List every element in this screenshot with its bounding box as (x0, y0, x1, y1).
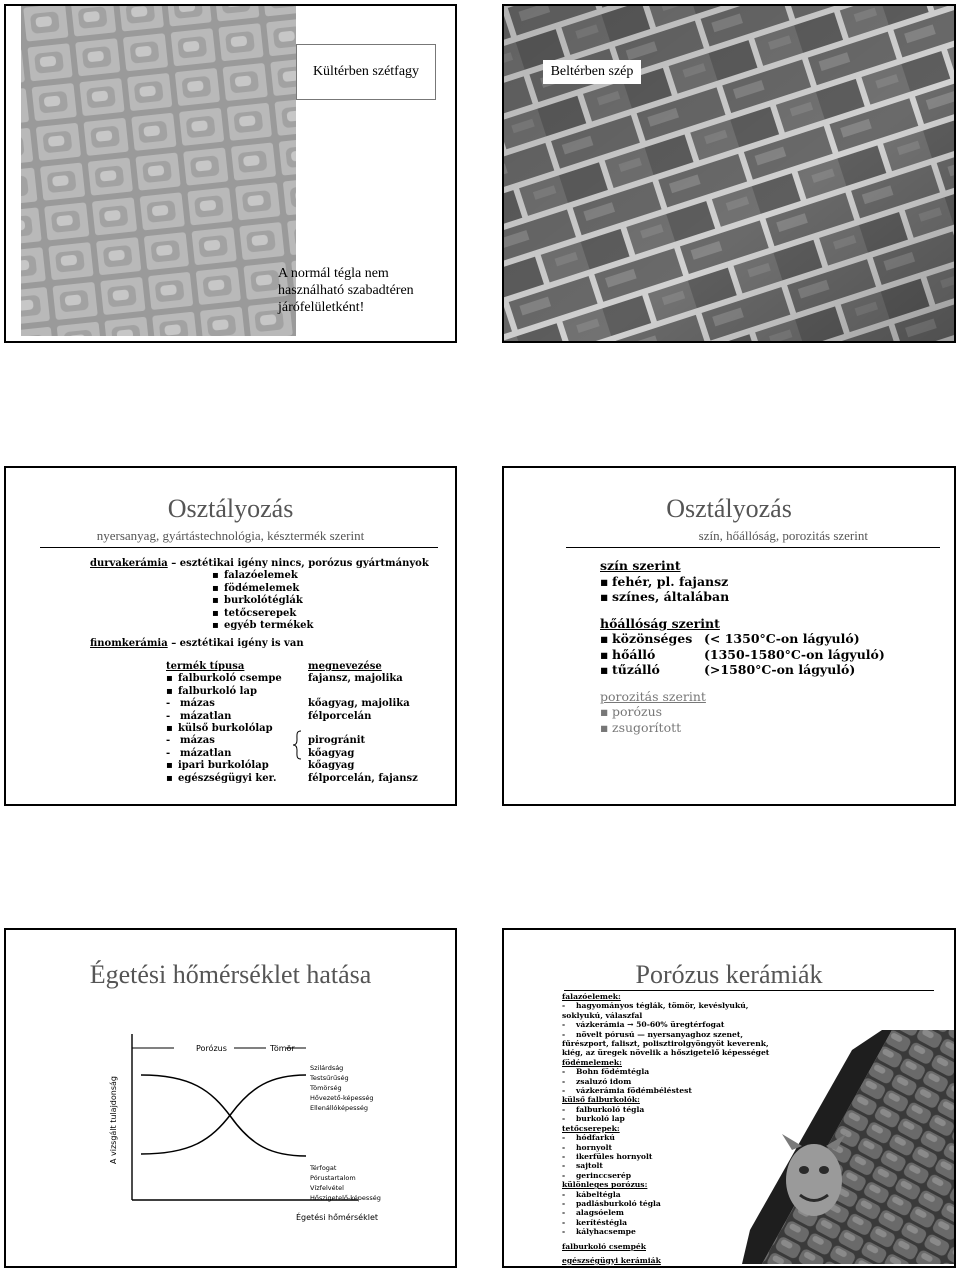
temperature-effect-diagram (6, 930, 457, 1268)
table-cell: kőagyag (308, 747, 355, 759)
callout-text: Beltérben szép (543, 60, 642, 84)
lower-label: Hőszigetelő-képesség (310, 1194, 381, 1202)
caption (278, 265, 414, 316)
list-item: - sajtolt (562, 1161, 787, 1170)
table-cell (308, 686, 418, 698)
ho-range: (< 1350°C-on lágyuló) (704, 631, 860, 646)
list-item: - hornyolt (562, 1143, 787, 1152)
upper-label: Szilárdság (310, 1064, 344, 1072)
ho-range: (>1580°C-on lágyuló) (704, 662, 856, 677)
upper-label: Ellenállóképesség (310, 1104, 368, 1112)
table-cell: - mázatlan (166, 711, 282, 723)
table-cell: - mázatlan (166, 748, 282, 760)
list-item: - kábeltégla (562, 1190, 787, 1199)
upper-label: Testsűrűség (310, 1074, 349, 1082)
y-axis-label: A vizsgált tulajdonság (109, 1076, 118, 1164)
classification-list (600, 558, 885, 735)
list-item: - növelt pórusú — nyersanyaghoz szenet, fűrészport, faliszt, polisztirolgyöngyöt keverenk, kiég, az üregek növelik a hőszigetelő képességet (562, 1030, 787, 1058)
slide-subtitle: szín, hőállóság, porozitás szerint (698, 528, 868, 543)
table-cell: ▪ külső burkolólap (166, 723, 282, 735)
list-item: ▪ falazóelemek (212, 570, 429, 582)
brace-icon (290, 730, 304, 760)
slide-4 (502, 466, 956, 806)
ho-range: (1350-1580°C-on lágyuló) (704, 646, 885, 662)
porozus-label: Porózus (196, 1044, 227, 1053)
slide-2 (502, 4, 956, 343)
list-item: - vázkerámia födémbéléstest (562, 1086, 787, 1095)
list-item: ▪ fehér, pl. fajansz (600, 574, 885, 590)
list-item (600, 647, 885, 663)
section-header: külső falburkolók: (562, 1095, 640, 1105)
table-cell: - mázas (166, 698, 282, 710)
finom-desc: – esztétikai igény is van (171, 638, 304, 649)
section-header: tetőcserepek: (562, 1123, 620, 1133)
list-item: - gerinccserép (562, 1171, 787, 1180)
slide-1 (4, 4, 457, 343)
table-cell: - mázas (166, 735, 282, 747)
ho-name: tűzálló (612, 662, 660, 677)
callout-box (524, 50, 660, 94)
slide-6 (502, 928, 956, 1268)
title-divider (40, 547, 438, 548)
list-item: ▪ tetőcserepek (212, 608, 429, 620)
frost-damaged-pavement-photo (21, 6, 296, 336)
szin-header: szín szerint (600, 558, 681, 573)
table-cell: ▪ falburkoló lap (166, 686, 282, 698)
slide-title: Porózus kerámiák (635, 960, 823, 989)
ho-name: hőálló (612, 646, 656, 662)
slide-3 (4, 466, 457, 806)
caption-line: használható szabadtéren (278, 283, 414, 298)
list-item: ▪ egyéb termékek (212, 620, 429, 632)
list-item: - padlásburkoló tégla (562, 1199, 787, 1208)
list-item: - zsaluzó idom (562, 1077, 787, 1086)
list-item (600, 662, 885, 678)
x-axis-label: Égetési hőmérséklet (296, 1213, 379, 1222)
list-item: ▪ porózus (600, 704, 885, 720)
table-cell: kőagyag, majolika (308, 698, 410, 710)
caption-line: A normál tégla nem (278, 266, 389, 281)
list-item: - vázkerámia → 50-60% üregtérfogat (562, 1020, 787, 1029)
slide-title: Osztályozás (167, 494, 294, 523)
section-header: falazóelemek: (562, 992, 621, 1001)
table-cell: ▪ egészségügyi ker. (166, 773, 282, 785)
list-item: ▪ színes, általában (600, 589, 885, 605)
porous-ceramics-list (562, 992, 787, 1265)
ho-header: hőállóság szerint (600, 615, 720, 631)
por-header: porozitás szerint (600, 688, 706, 704)
durva-block (90, 558, 429, 632)
slide-subtitle: nyersanyag, gyártástechnológia, késztermék szerint (96, 528, 365, 543)
table-cell: félporcelán, fajansz (308, 772, 418, 784)
slide-5 (4, 928, 457, 1268)
table-cell: kőagyag (308, 760, 355, 772)
list-item: - hagyományos téglák, tömör, kevéslyukú, soklyukú, válaszfal (562, 1001, 787, 1020)
durva-label: durvakerámia (90, 558, 168, 569)
table-cell: pirogránit (308, 735, 366, 747)
type-column (166, 661, 282, 785)
table-cell: félporcelán (308, 710, 372, 722)
name-column (308, 661, 418, 785)
slide-title: Osztályozás (666, 494, 792, 523)
list-item: - Bohn födémtégla (562, 1067, 787, 1076)
title-divider (564, 990, 934, 991)
upper-label: Tömörség (310, 1084, 342, 1092)
tomor-label: Tömör (270, 1044, 295, 1053)
list-item: - ikerfüles hornyolt (562, 1152, 787, 1161)
finom-label: finomkerámia (90, 638, 168, 649)
list-item (600, 631, 885, 647)
section-header: egészségügyi kerámiák (562, 1255, 661, 1265)
list-item: ▪ burkolótéglák (212, 595, 429, 607)
upper-label: Hővezető-képesség (310, 1094, 374, 1102)
list-item: - falburkoló tégla (562, 1105, 787, 1114)
list-item: - alagsóelem (562, 1208, 787, 1217)
table-cell: ▪ falburkoló csempe (166, 673, 282, 685)
list-item: ▪ zsugorított (600, 720, 885, 736)
caption-line: járófelületként! (278, 300, 365, 315)
section-header: falburkoló csempék (562, 1241, 646, 1251)
list-item: - kerítéstégla (562, 1218, 787, 1227)
table-cell (308, 723, 418, 735)
list-item: - kályhacsempe (562, 1227, 787, 1236)
lower-label: Pórustartalom (310, 1174, 356, 1182)
title-divider (566, 547, 940, 548)
durva-desc: – esztétikai igény nincs, porózus gyártmányok (171, 558, 429, 569)
finom-line (90, 638, 304, 650)
lower-label: Vízfelvétel (310, 1184, 344, 1192)
list-item: ▪ födémelemek (212, 583, 429, 595)
table-cell: ▪ ipari burkolólap (166, 760, 282, 772)
ho-name: közönséges (612, 631, 693, 646)
callout-box (296, 44, 436, 100)
callout-text: Kültérben szétfagy (312, 64, 420, 79)
col2-header: megnevezése (308, 661, 382, 672)
table-cell: fajansz, majolika (308, 673, 403, 685)
col1-header: termék típusa (166, 661, 245, 672)
slide-title: Égetési hőmérséklet hatása (89, 960, 372, 989)
section-header: különleges porózus: (562, 1180, 648, 1190)
list-item: - burkoló lap (562, 1114, 787, 1123)
lower-label: Térfogat (310, 1164, 337, 1172)
list-item: - hódfarkú (562, 1133, 787, 1142)
section-header: födémelemek: (562, 1057, 622, 1067)
